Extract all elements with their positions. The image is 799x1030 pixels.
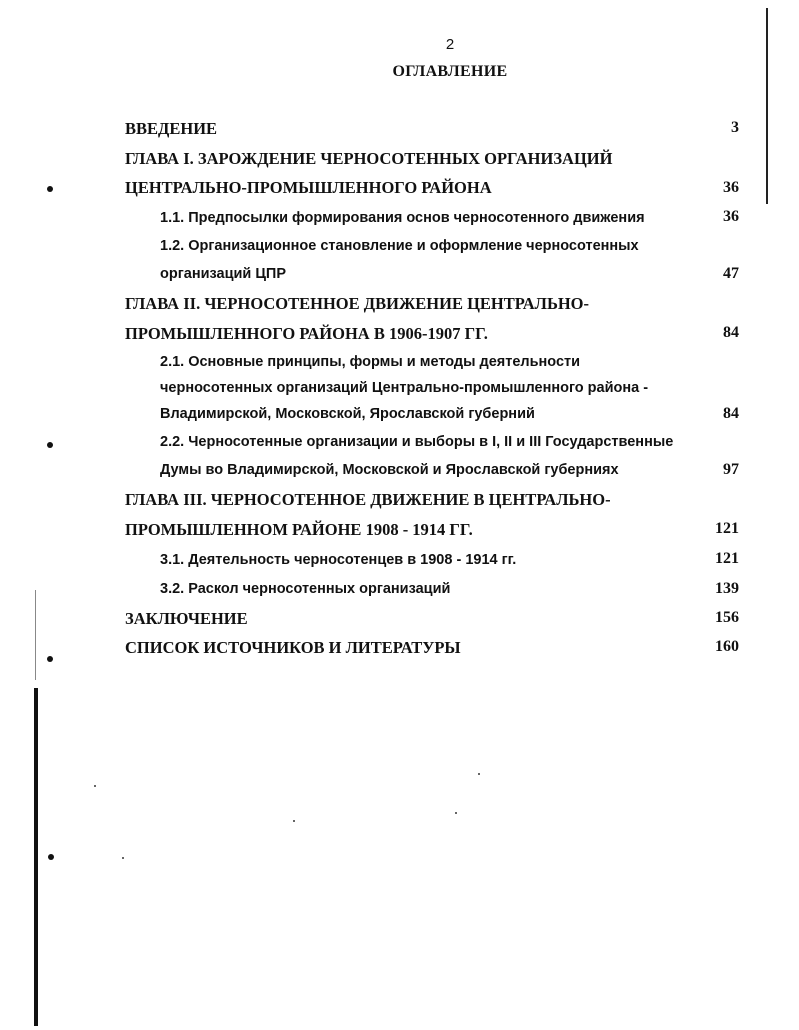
toc-entry-conclusion: ЗАКЛЮЧЕНИЕ: [125, 609, 248, 628]
toc-entry-section-1-2: 1.2. Организационное становление и оформление черносотенных: [160, 238, 639, 254]
scan-speck: [94, 785, 96, 787]
toc-page-number: 3: [731, 119, 739, 136]
scan-speck: [455, 812, 457, 814]
toc-page-number: 97: [723, 461, 739, 478]
toc-page-number: 84: [723, 405, 739, 422]
toc-entry-section-2-2-cont: Думы во Владимирской, Московской и Ярославской губерниях: [160, 462, 619, 478]
scan-edge-line: [35, 590, 36, 680]
toc-entry-section-2-1-cont: Владимирской, Московской, Ярославской губерний: [160, 406, 535, 422]
toc-page-number: 36: [723, 179, 739, 196]
scan-speck: [293, 820, 295, 822]
toc-entry-chapter-2: ГЛАВА II. ЧЕРНОСОТЕННОЕ ДВИЖЕНИЕ ЦЕНТРАЛЬНО-: [125, 294, 590, 313]
toc-page-number: 121: [715, 550, 739, 567]
toc-entry-bibliography: СПИСОК ИСТОЧНИКОВ И ЛИТЕРАТУРЫ: [125, 638, 461, 657]
toc-entry-chapter-1: ГЛАВА I. ЗАРОЖДЕНИЕ ЧЕРНОСОТЕННЫХ ОРГАНИЗАЦИЙ: [125, 149, 613, 168]
toc-entry-chapter-2-cont: ПРОМЫШЛЕННОГО РАЙОНА В 1906-1907 ГГ.: [125, 324, 488, 343]
toc-page-number: 121: [715, 520, 739, 537]
scan-dot: [47, 442, 53, 448]
toc-page-number: 47: [723, 265, 739, 282]
toc-page-number: 160: [715, 638, 739, 655]
toc-page-number: 84: [723, 324, 739, 341]
toc-entry-chapter-1-cont: ЦЕНТРАЛЬНО-ПРОМЫШЛЕННОГО РАЙОНА: [125, 178, 492, 197]
toc-page-number: 139: [715, 580, 739, 597]
scan-dot: [47, 656, 53, 662]
scan-dot: [48, 854, 54, 860]
toc-entry-section-2-1-cont: черносотенных организаций Центрально-промышленного района -: [160, 380, 649, 396]
page-title: ОГЛАВЛЕНИЕ: [392, 63, 508, 80]
toc-entry-section-3-2: 3.2. Раскол черносотенных организаций: [160, 581, 451, 597]
toc-entry-section-2-1: 2.1. Основные принципы, формы и методы деятельности: [160, 354, 581, 370]
scan-speck: [478, 773, 480, 775]
toc-entry-section-3-1: 3.1. Деятельность черносотенцев в 1908 - 1914 гг.: [160, 552, 517, 568]
scan-edge-line: [34, 688, 38, 1026]
toc-entry-chapter-3: ГЛАВА III. ЧЕРНОСОТЕННОЕ ДВИЖЕНИЕ В ЦЕНТРАЛЬНО-: [125, 490, 611, 509]
scan-speck: [122, 857, 124, 859]
scan-dot: [47, 186, 53, 192]
toc-page-number: 36: [723, 208, 739, 225]
toc-entry-chapter-3-cont: ПРОМЫШЛЕННОМ РАЙОНЕ 1908 - 1914 ГГ.: [125, 520, 473, 539]
toc-entry-introduction: ВВЕДЕНИЕ: [125, 119, 218, 138]
toc-entry-section-2-2: 2.2. Черносотенные организации и выборы в I, II и III Государственные: [160, 434, 674, 450]
toc-entry-section-1-1: 1.1. Предпосылки формирования основ черносотенного движения: [160, 210, 645, 226]
toc-page-number: 156: [715, 609, 739, 626]
toc-entry-section-1-2-cont: организаций ЦПР: [160, 266, 287, 282]
page-number: 2: [445, 36, 455, 53]
